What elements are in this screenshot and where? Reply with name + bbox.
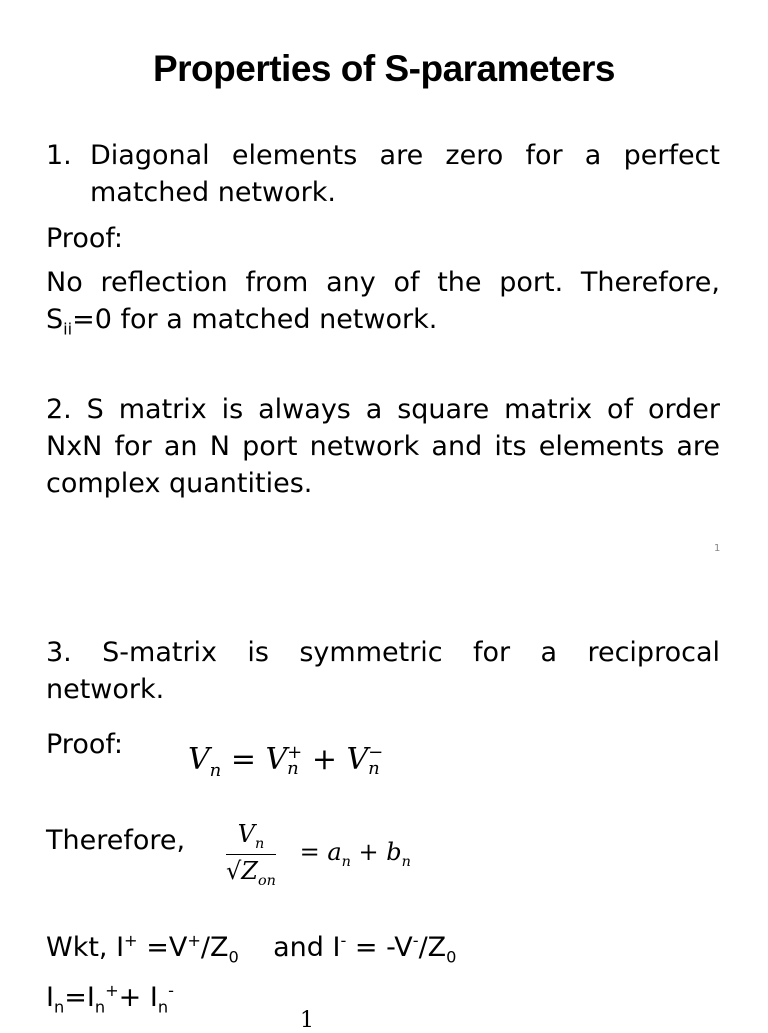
property-1-line1: Diagonal elements are zero for a perfect xyxy=(90,140,720,171)
property-3-line2: network. xyxy=(46,674,165,705)
list-number: 1. xyxy=(46,140,72,171)
no-reflection-text xyxy=(46,264,720,347)
page-number: 1 xyxy=(714,543,721,554)
property-1-line2: matched network. xyxy=(90,177,336,208)
property-1 xyxy=(46,137,720,211)
wkt-current-relation: Wkt, $I^+ =V^+/Z_0$ and $I^- = -V^-/Z_0$ xyxy=(46,931,457,967)
property-2-line3: complex quantities. xyxy=(46,468,313,499)
property-1-text xyxy=(90,137,720,211)
property-3-line1: 3. S-matrix is symmetric for a reciprocal xyxy=(46,637,720,668)
property-2-line1: 2. S matrix is always a square matrix of order xyxy=(46,394,720,425)
property-3 xyxy=(46,634,720,708)
property-2 xyxy=(46,391,720,502)
normalized-voltage-equation: $\frac{V_n}{√Z_{on}}$ = $a_n + b_n$ xyxy=(226,820,411,889)
current-sum-equation: $I_n=I_n^++ I_n^-$ xyxy=(46,981,174,1017)
proof-label-1: Proof: xyxy=(46,223,123,254)
therefore-label: Therefore, xyxy=(46,825,186,856)
voltage-equation: $V_n = V$ + n + V − n xyxy=(188,741,384,781)
page-title: Properties of S-parameters xyxy=(152,48,615,89)
property-2-line2: NxN for an N port network and its elements are xyxy=(46,431,720,462)
proof-label-2: Proof: xyxy=(46,729,123,760)
cut-off-equation-fragment: 1 xyxy=(300,1008,314,1033)
no-reflection-line2: $S_{ii}=0$ for a matched network. xyxy=(46,304,438,339)
fraction: $\frac{V_n}{√Z_{on}}$ xyxy=(226,820,276,889)
no-reflection-line1: No reflection from any of the port. Therefore, xyxy=(46,267,720,298)
